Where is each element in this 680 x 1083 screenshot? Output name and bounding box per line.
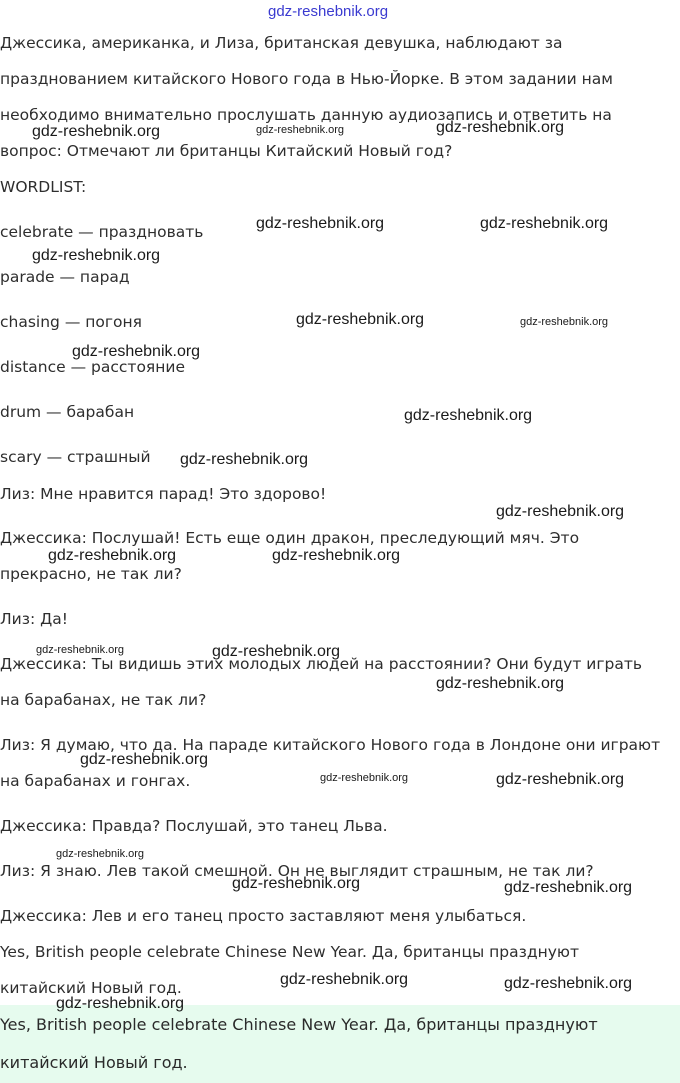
watermark-text: gdz-reshebnik.org bbox=[56, 848, 145, 860]
watermark-text: gdz-reshebnik.org bbox=[272, 547, 401, 564]
wordlist-item: scary — страшный bbox=[0, 448, 151, 466]
watermark-text: gdz-reshebnik.org bbox=[232, 875, 361, 892]
watermark-text: gdz-reshebnik.org bbox=[32, 123, 161, 140]
dialogue-line: на барабанах и гонгах. bbox=[0, 772, 191, 790]
wordlist-item: parade — парад bbox=[0, 268, 130, 286]
watermark-text: gdz-reshebnik.org bbox=[504, 975, 633, 992]
watermark-text: gdz-reshebnik.org bbox=[80, 751, 209, 768]
watermark-text: gdz-reshebnik.org bbox=[320, 772, 409, 784]
watermark-text: gdz-reshebnik.org bbox=[436, 119, 565, 136]
watermark-text: gdz-reshebnik.org bbox=[296, 311, 425, 328]
intro-line: необходимо внимательно прослушать данную аудиозапись и ответить на bbox=[0, 106, 612, 124]
intro-line: вопрос: Отмечают ли британцы Китайский Новый год? bbox=[0, 142, 453, 160]
watermark-text: gdz-reshebnik.org bbox=[436, 675, 565, 692]
dialogue-line: Джессика: Послушай! Есть еще один дракон, преследующий мяч. Это bbox=[0, 529, 580, 547]
watermark-text: gdz-reshebnik.org bbox=[256, 215, 385, 232]
watermark-text: gdz-reshebnik.org bbox=[72, 343, 201, 360]
watermark-text: gdz-reshebnik.org bbox=[496, 771, 625, 788]
watermark-text: gdz-reshebnik.org bbox=[520, 316, 609, 328]
dialogue-line: Лиз: Я знаю. Лев такой смешной. Он не выглядит страшным, не так ли? bbox=[0, 862, 594, 880]
watermark-text: gdz-reshebnik.org bbox=[212, 643, 341, 660]
wordlist-item: chasing — погоня bbox=[0, 313, 142, 331]
watermark-text: gdz-reshebnik.org bbox=[280, 971, 409, 988]
answer-line: китайский Новый год. bbox=[0, 979, 182, 997]
dialogue-line: Лиз: Я думаю, что да. На параде китайского Нового года в Лондоне они играют bbox=[0, 736, 661, 754]
dialogue-line: прекрасно, не так ли? bbox=[0, 565, 182, 583]
watermark-text: gdz-reshebnik.org bbox=[496, 503, 625, 520]
dialogue-line: Лиз: Мне нравится парад! Это здорово! bbox=[0, 485, 327, 503]
watermark-text: gdz-reshebnik.org bbox=[504, 879, 633, 896]
watermark-text: gdz-reshebnik.org bbox=[48, 547, 177, 564]
intro-line: Джессика, американка, и Лиза, британская девушка, наблюдают за bbox=[0, 34, 563, 52]
watermark-text: gdz-reshebnik.org bbox=[268, 3, 389, 20]
answer-line: Yes, British people celebrate Chinese New Year. Да, британцы празднуют bbox=[0, 943, 579, 961]
dialogue-line: на барабанах, не так ли? bbox=[0, 691, 207, 709]
watermark-text: gdz-reshebnik.org bbox=[32, 247, 161, 264]
dialogue-line: Джессика: Ты видишь этих молодых людей на расстоянии? Они будут играть bbox=[0, 655, 642, 673]
wordlist-item: drum — барабан bbox=[0, 403, 135, 421]
dialogue-line: Лиз: Да! bbox=[0, 610, 68, 628]
intro-line: празднованием китайского Нового года в Нью-Йорке. В этом задании нам bbox=[0, 70, 613, 88]
dialogue-line: Джессика: Правда? Послушай, это танец Льва. bbox=[0, 817, 388, 835]
wordlist-item: celebrate — праздновать bbox=[0, 223, 204, 241]
watermark-text: gdz-reshebnik.org bbox=[36, 644, 125, 656]
watermark-text: gdz-reshebnik.org bbox=[256, 124, 345, 136]
wordlist-heading: WORDLIST: bbox=[0, 178, 87, 196]
watermark-text: gdz-reshebnik.org bbox=[480, 215, 609, 232]
dialogue-line: Джессика: Лев и его танец просто заставляют меня улыбаться. bbox=[0, 907, 527, 925]
watermark-text: gdz-reshebnik.org bbox=[56, 995, 185, 1012]
highlighted-answer-line: китайский Новый год. bbox=[0, 1053, 188, 1072]
highlighted-answer-line: Yes, British people celebrate Chinese New Year. Да, британцы празднуют bbox=[0, 1015, 598, 1034]
watermark-text: gdz-reshebnik.org bbox=[404, 407, 533, 424]
watermark-text: gdz-reshebnik.org bbox=[180, 451, 309, 468]
wordlist-item: distance — расстояние bbox=[0, 358, 185, 376]
